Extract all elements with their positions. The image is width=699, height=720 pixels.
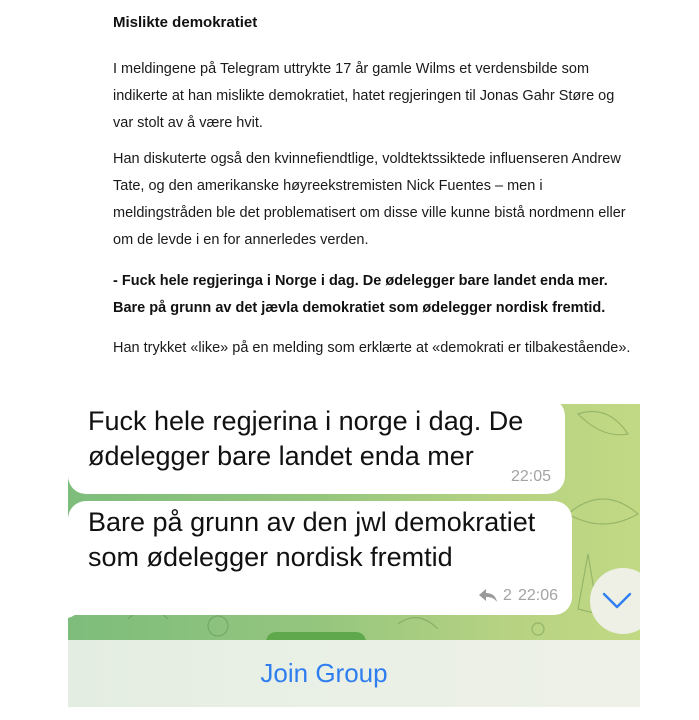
article-paragraph: Han diskuterte også den kvinnefiendtlige, voldtektssiktede influenseren Andrew Tate, og den amerikanske høyreekstremisten Nick Fuentes – men i meldingstråden ble det problematisert om disse ville kunne bistå nordmenn eller om de levde i en for annerledes verden.	[113, 151, 626, 248]
join-group-bar[interactable]	[68, 640, 640, 707]
reply-arrow-icon[interactable]	[479, 589, 497, 603]
message-bubble[interactable]	[68, 404, 565, 494]
reply-count: 2	[503, 587, 512, 604]
message-text-line: ødelegger bare landet enda mer	[88, 441, 474, 471]
message-bubble[interactable]	[68, 501, 572, 615]
message-text-line: Fuck hele regjerina i norge i dag. De	[88, 406, 524, 436]
chevron-down-icon	[602, 592, 632, 610]
article-paragraph: Han trykket «like» på en melding som erklærte at «demokrati er tilbakestående».	[113, 340, 631, 356]
article-subheading: Mislikte demokratiet	[113, 14, 258, 31]
message-meta	[479, 587, 558, 605]
message-timestamp: 22:05	[510, 468, 551, 485]
message-text-line: som ødelegger nordisk fremtid	[88, 542, 453, 572]
message-text-line: Bare på grunn av den jwl demokratiet	[88, 507, 536, 537]
article-quote: - Fuck hele regjeringa i Norge i dag. De ødelegger bare landet enda mer. Bare på grunn av det jævla demokratiet som ødelegger nordisk fremtid.	[113, 273, 608, 316]
message-timestamp: 22:06	[517, 587, 558, 604]
join-group-button[interactable]: Join Group	[260, 658, 388, 688]
article-paragraph: I meldingene på Telegram uttrykte 17 år gamle Wilms et verdensbilde som indikerte at han mislikte demokratiet, hatet regjeringen til Jonas Gahr Støre og var stolt av å være hvit.	[113, 61, 615, 131]
telegram-screenshot	[68, 404, 640, 707]
